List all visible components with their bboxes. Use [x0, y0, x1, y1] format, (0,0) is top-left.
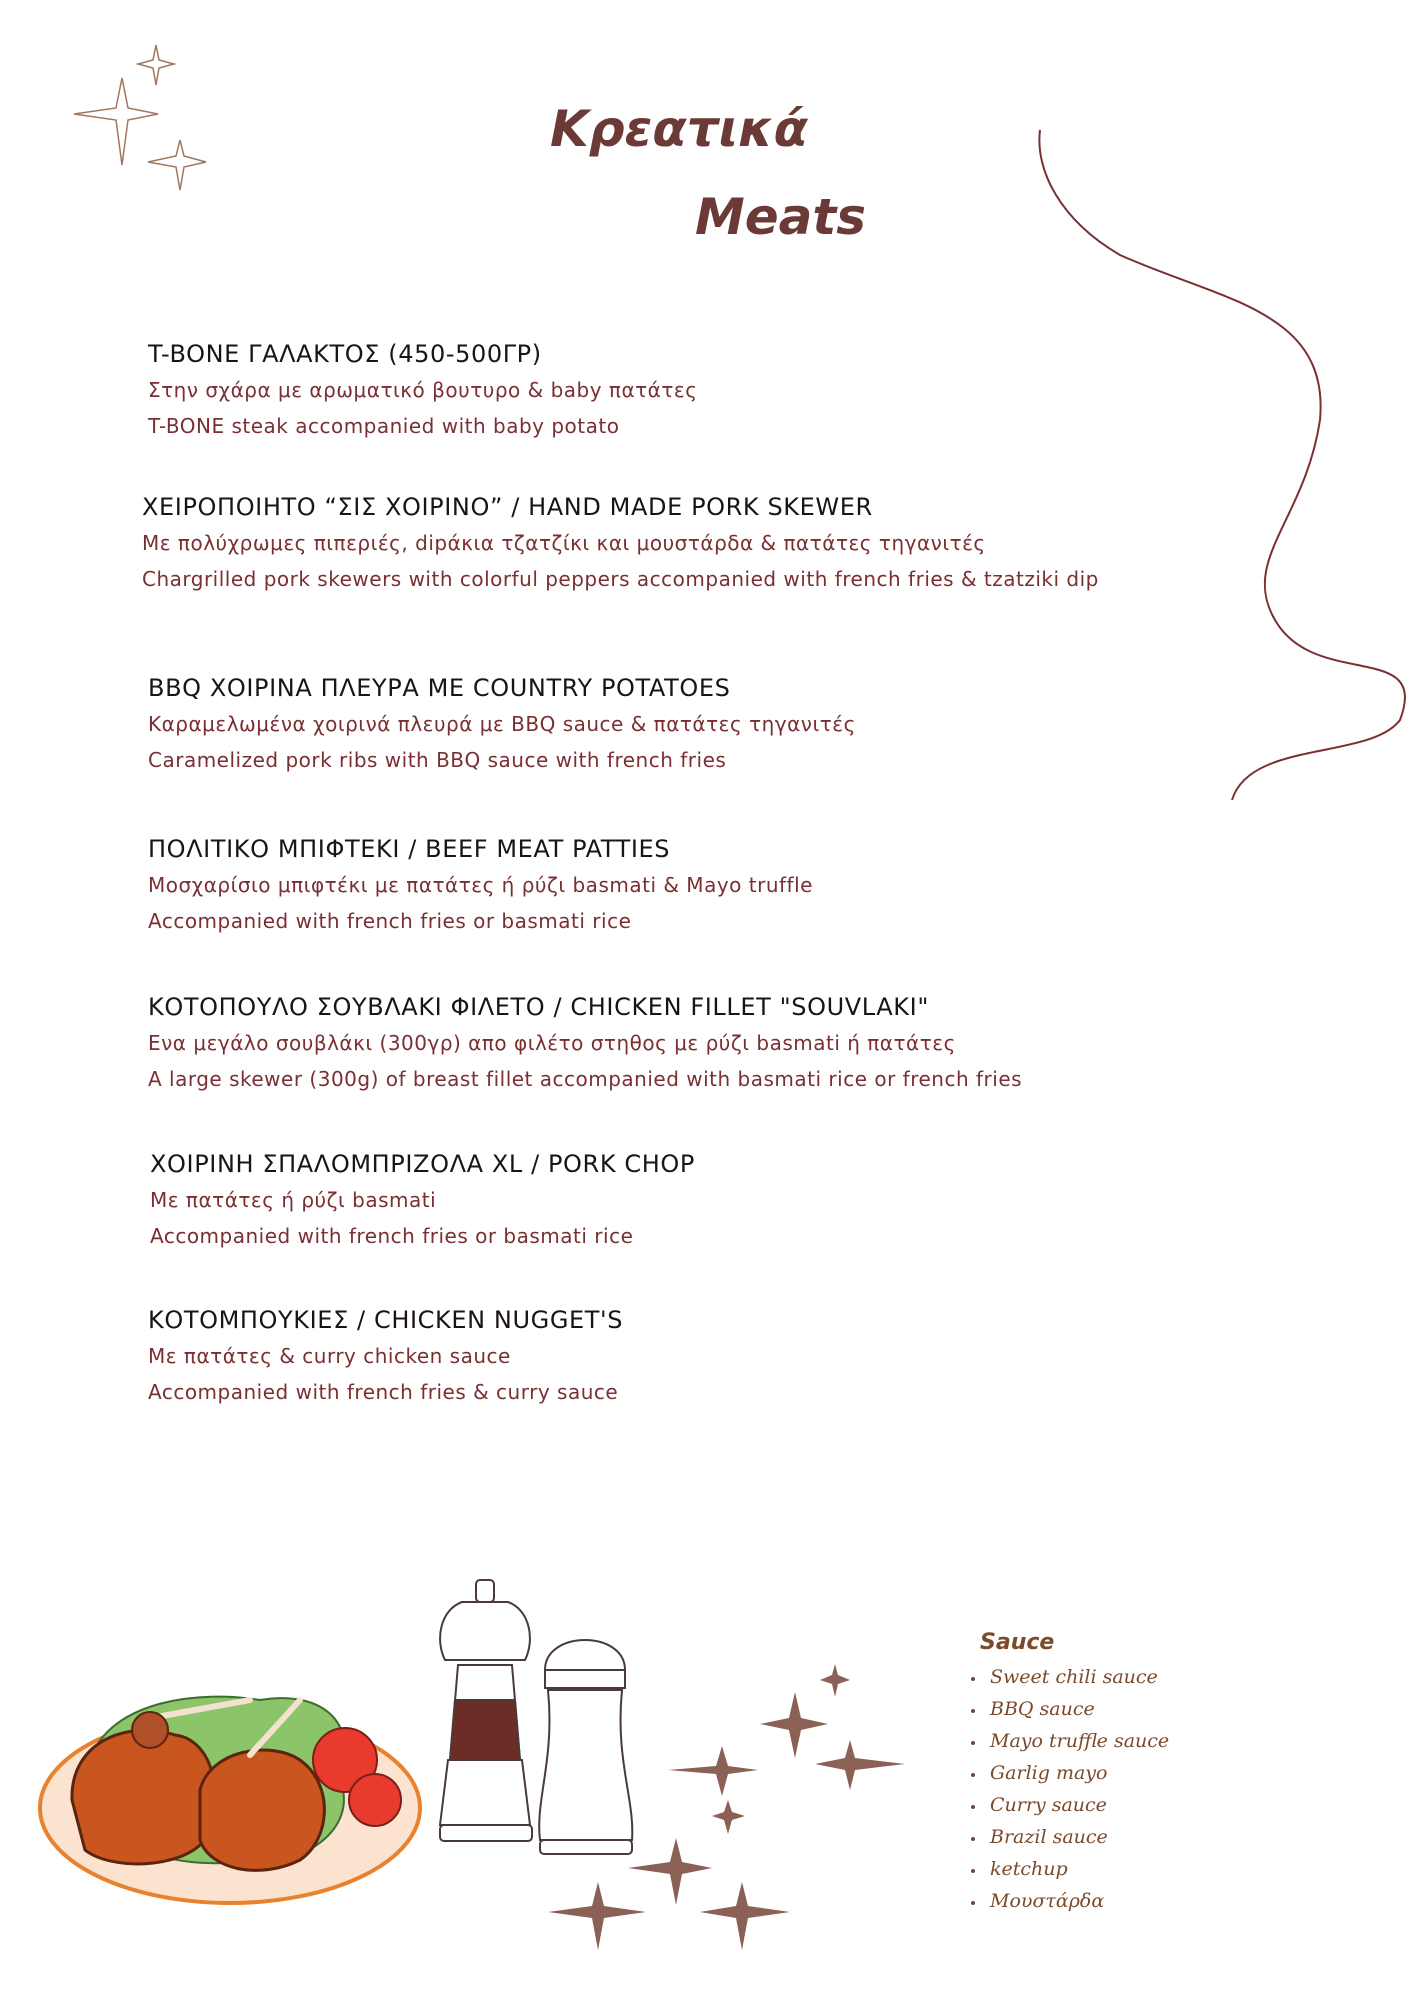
- menu-item-name: ΧΟΙΡΙΝΗ ΣΠΑΛΟΜΠΡΙΖΟΛΑ XL / PORK CHOP: [150, 1150, 695, 1178]
- menu-item-description-greek: Ενα μεγάλο σουβλάκι (300γρ) απο φιλέτο στηθος με ρύζι basmati ή πατάτες: [148, 1031, 956, 1055]
- sauce-item: • Sweet chili sauce: [986, 1661, 1228, 1693]
- menu-item: [148, 1306, 623, 1416]
- menu-item: [148, 340, 697, 450]
- salt-shaker-illustration: [539, 1640, 632, 1854]
- menu-item-name: ΠΟΛΙΤΙΚΟ ΜΠΙΦΤΕΚΙ / BEEF MEAT PATTIES: [148, 835, 671, 863]
- page-title-english: Meats: [695, 188, 867, 246]
- menu-item-description-english: Chargrilled pork skewers with colorful peppers accompanied with french fries & tzatziki dip: [142, 567, 1099, 591]
- sauce-item: • Brazil sauce: [986, 1821, 1228, 1853]
- sauce-item: • Mayo truffle sauce: [986, 1725, 1228, 1757]
- menu-item: [148, 835, 813, 945]
- menu-item-description-greek: Στην σχάρα με αρωματικό βουτυρο & baby πατάτες: [148, 378, 698, 402]
- menu-item-description-greek: Με πολύχρωμες πιπεριές, dipάκια τζατζίκι και μουστάρδα & πατάτες τηγανιτές: [142, 531, 986, 555]
- meat-plate-illustration: [40, 1697, 420, 1903]
- menu-item-description-english: Accompanied with french fries & curry sauce: [148, 1380, 619, 1404]
- menu-item-name: ΧΕΙΡΟΠΟΙΗΤΟ “ΣΙΣ ΧΟΙΡΙΝΟ” / HAND MADE PORK SKEWER: [142, 493, 873, 521]
- page-title-greek: Κρεατικά: [550, 100, 808, 158]
- menu-item-description-greek: Μοσχαρίσιο μπιφτέκι με πατάτες ή ρύζι basmati & Mayo truffle: [148, 873, 813, 897]
- menu-item-description-greek: Με πατάτες ή ρύζι basmati: [150, 1188, 437, 1212]
- menu-item: [142, 493, 1099, 603]
- menu-item-description-english: Accompanied with french fries or basmati rice: [150, 1224, 634, 1248]
- menu-item-description-english: Caramelized pork ribs with BBQ sauce with french fries: [148, 748, 727, 772]
- sauce-list: [968, 1630, 1228, 1917]
- sauce-item: • Curry sauce: [986, 1789, 1228, 1821]
- menu-item-name: BBQ ΧΟΙΡΙΝΑ ΠΛΕΥΡΑ ΜΕ COUNTRY POTATOES: [148, 674, 731, 702]
- sauce-items: [968, 1661, 1228, 1917]
- menu-item-description-english: A large skewer (300g) of breast fillet accompanied with basmati rice or french fries: [148, 1067, 1023, 1091]
- menu-item: [148, 674, 856, 784]
- menu-item-description-greek: Με πατάτες & curry chicken sauce: [148, 1344, 511, 1368]
- sauce-item: • Μουστάρδα: [986, 1885, 1228, 1917]
- menu-item: [148, 993, 1022, 1103]
- menu-item-name: ΚΟΤΟΜΠΟΥΚΙΕΣ / CHICKEN NUGGET'S: [148, 1306, 624, 1334]
- menu-item: [150, 1150, 695, 1260]
- sparkle-icon: [74, 45, 206, 190]
- sauce-item: • BBQ sauce: [986, 1693, 1228, 1725]
- menu-item-name: T-BONE ΓΑΛΑΚΤΟΣ (450-500ΓΡ): [148, 340, 542, 368]
- menu-item-description-english: Accompanied with french fries or basmati rice: [148, 909, 632, 933]
- sauce-item: • Garlig mayo: [986, 1757, 1228, 1789]
- sauce-list-title: Sauce: [980, 1630, 1055, 1655]
- menu-item-description-english: T-BONE steak accompanied with baby potato: [148, 414, 620, 438]
- sauce-item: • ketchup: [986, 1853, 1228, 1885]
- pepper-mill-illustration: [440, 1580, 532, 1841]
- menu-item-name: ΚΟΤΟΠΟΥΛΟ ΣΟΥΒΛΑΚΙ ΦΙΛΕΤΟ / CHICKEN FILLET "SOUVLAKI": [148, 993, 929, 1021]
- curved-line: [1039, 130, 1405, 800]
- menu-item-description-greek: Καραμελωμένα χοιρινά πλευρά με BBQ sauce & πατάτες τηγανιτές: [148, 712, 856, 736]
